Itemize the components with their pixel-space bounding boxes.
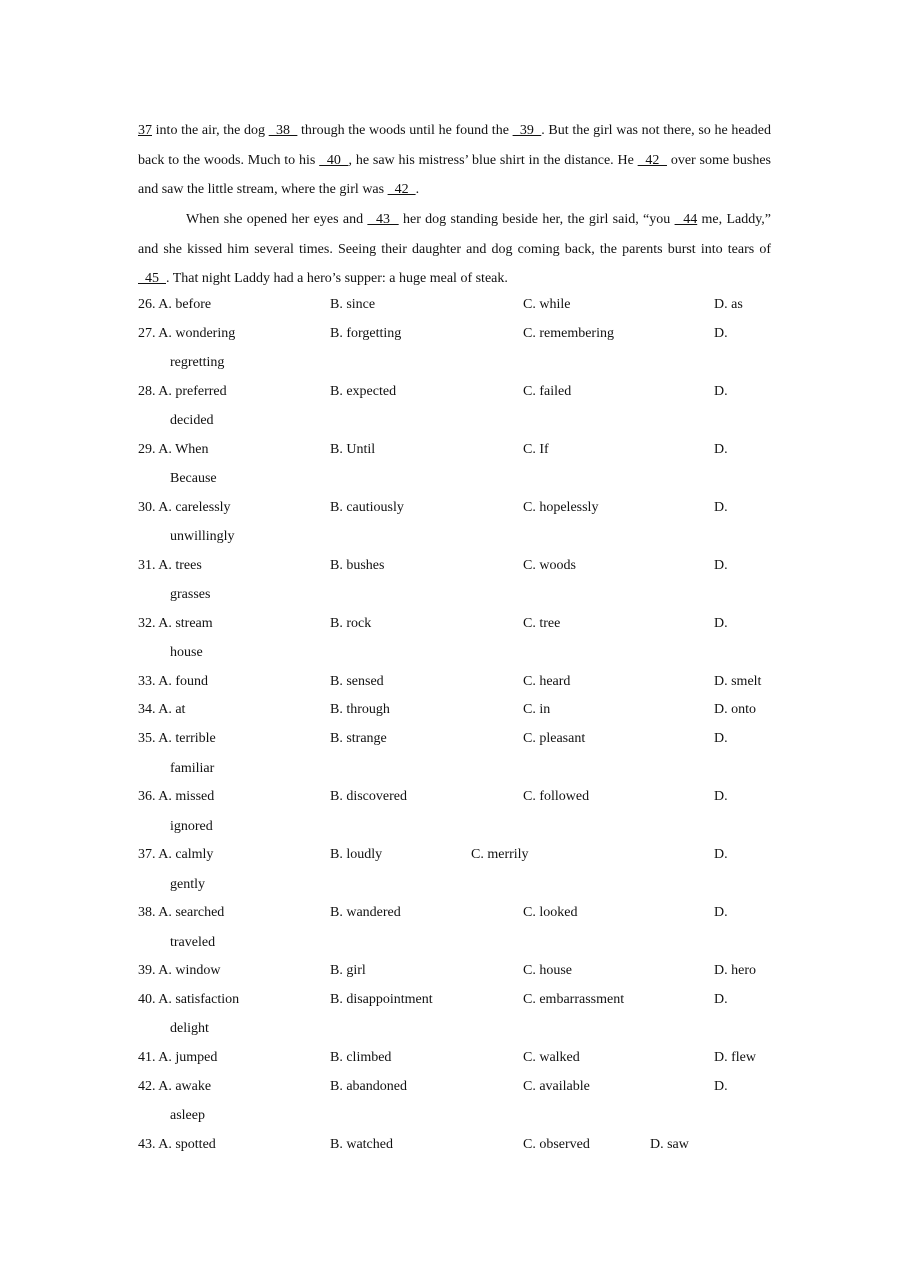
option-d: D.	[714, 905, 728, 921]
option-a: 35. A. terrible	[138, 731, 216, 747]
option-d: D.	[714, 383, 728, 399]
option-d: D. onto	[714, 702, 756, 718]
question-row	[138, 674, 778, 703]
option-a: 40. A. satisfaction	[138, 991, 240, 1007]
option-c: C. in	[523, 702, 551, 718]
question-row	[138, 1137, 778, 1166]
option-d: D. saw	[650, 1136, 689, 1152]
option-b: B. rock	[330, 615, 372, 631]
blank-number: 44	[674, 212, 698, 227]
option-c: C. house	[523, 963, 572, 979]
passage-text: When she opened her eyes and	[186, 212, 368, 227]
question-row	[138, 500, 778, 529]
question-row	[138, 442, 778, 471]
option-c: C. woods	[523, 557, 576, 573]
option-d: D. smelt	[714, 673, 762, 689]
blank-number: 38	[268, 123, 298, 138]
option-d: D. flew	[714, 1049, 756, 1065]
option-b: B. since	[330, 297, 376, 312]
passage-text: , he saw his mistress’ blue shirt in the distance. He	[348, 152, 638, 168]
question-row	[138, 558, 778, 587]
option-b: B. wandered	[330, 905, 401, 921]
option-b: B. strange	[330, 731, 387, 747]
option-c: C. while	[523, 297, 571, 312]
blank-number: 40	[319, 152, 349, 168]
option-d-continued: house	[170, 645, 203, 661]
option-a: 39. A. window	[138, 963, 221, 979]
blank-number: 37	[138, 123, 152, 138]
passage-text: over some bushes and saw the little stream, where the girl was	[138, 152, 772, 197]
option-b: B. Until	[330, 441, 376, 457]
option-b: B. bushes	[330, 557, 385, 573]
blank-number: 42	[637, 152, 667, 168]
option-b: B. watched	[330, 1136, 393, 1152]
option-a: 37. A. calmly	[138, 847, 214, 863]
question-row	[138, 297, 778, 326]
option-d: D.	[714, 615, 728, 631]
option-a: 34. A. at	[138, 702, 186, 718]
option-d-continued: grasses	[170, 587, 211, 603]
passage-text: .	[415, 182, 420, 197]
option-c: C. walked	[523, 1049, 580, 1065]
question-row	[138, 963, 778, 992]
option-d-continued: decided	[170, 413, 214, 429]
question-row	[138, 731, 778, 760]
option-d-continued: delight	[170, 1021, 209, 1037]
option-c: C. remembering	[523, 325, 614, 341]
option-b: B. through	[330, 702, 390, 718]
option-d: D.	[714, 499, 728, 515]
option-d: D.	[714, 441, 728, 457]
blank-number: 43	[367, 212, 399, 227]
blank-number: 42	[387, 182, 416, 197]
question-row	[138, 616, 778, 645]
option-c: C. available	[523, 1078, 590, 1094]
option-c: C. merrily	[471, 847, 529, 863]
option-b: B. abandoned	[330, 1078, 407, 1094]
option-d: D. as	[714, 297, 743, 312]
question-row	[138, 992, 778, 1021]
passage-paragraph-2	[138, 205, 771, 294]
passage-text: . That night Laddy had a hero’s supper: a huge meal of steak.	[166, 271, 508, 286]
option-b: B. girl	[330, 963, 366, 979]
passage-text: into the air, the dog	[152, 123, 269, 138]
option-d: D. hero	[714, 963, 756, 979]
option-a: 32. A. stream	[138, 615, 213, 631]
option-b: B. expected	[330, 383, 397, 399]
option-d: D.	[714, 1078, 728, 1094]
question-row	[138, 702, 778, 731]
option-c: C. failed	[523, 383, 572, 399]
option-b: B. cautiously	[330, 499, 404, 515]
option-c: C. pleasant	[523, 731, 586, 747]
option-c: C. observed	[523, 1136, 590, 1152]
option-b: B. forgetting	[330, 325, 402, 341]
option-c: C. If	[523, 441, 549, 457]
option-d-continued: traveled	[170, 934, 216, 950]
option-a: 43. A. spotted	[138, 1136, 216, 1152]
question-row	[138, 789, 778, 818]
option-c: C. tree	[523, 615, 561, 631]
option-b: B. climbed	[330, 1049, 392, 1065]
option-d-continued: asleep	[170, 1108, 205, 1123]
option-d: D.	[714, 991, 728, 1007]
option-c: C. followed	[523, 789, 590, 805]
passage-text: her dog standing beside her, the girl said, “you	[398, 212, 675, 227]
option-b: B. discovered	[330, 789, 407, 805]
option-d: D.	[714, 789, 728, 805]
option-a: 31. A. trees	[138, 557, 202, 573]
option-a: 27. A. wondering	[138, 325, 236, 341]
question-row	[138, 326, 778, 355]
option-b: B. loudly	[330, 847, 383, 863]
option-d: D.	[714, 557, 728, 573]
option-a: 42. A. awake	[138, 1078, 212, 1094]
option-d-continued: ignored	[170, 818, 213, 834]
option-c: C. looked	[523, 905, 578, 921]
option-a: 41. A. jumped	[138, 1049, 218, 1065]
option-d-continued: regretting	[170, 355, 225, 371]
blank-number: 45	[138, 271, 166, 286]
option-d: D.	[714, 325, 728, 341]
option-a: 30. A. carelessly	[138, 499, 231, 515]
option-d-continued: familiar	[170, 760, 215, 776]
passage-text: through the woods until he found the	[297, 123, 513, 138]
option-a: 36. A. missed	[138, 789, 215, 805]
option-a: 26. A. before	[138, 297, 212, 312]
passage-paragraph-1	[138, 116, 771, 205]
option-c: C. heard	[523, 673, 571, 689]
option-a: 33. A. found	[138, 673, 208, 689]
option-b: B. disappointment	[330, 991, 433, 1007]
question-row	[138, 1050, 778, 1079]
question-row	[138, 905, 778, 934]
option-b: B. sensed	[330, 673, 384, 689]
question-row	[138, 1079, 778, 1108]
option-c: C. hopelessly	[523, 499, 599, 515]
option-d-continued: Because	[170, 471, 217, 487]
option-d-continued: gently	[170, 876, 205, 892]
option-d-continued: unwillingly	[170, 529, 235, 545]
blank-number: 39	[512, 123, 542, 138]
option-a: 28. A. preferred	[138, 383, 227, 399]
question-row	[138, 384, 778, 413]
option-a: 38. A. searched	[138, 905, 225, 921]
option-a: 29. A. When	[138, 441, 209, 457]
option-c: C. embarrassment	[523, 991, 625, 1007]
option-d: D.	[714, 731, 728, 747]
question-row	[138, 847, 778, 876]
option-d: D.	[714, 847, 728, 863]
passage-text: me, Laddy,” and she kissed him several times. Seeing their daughter and dog coming back, the parents burst into tears of	[138, 212, 772, 257]
passage-text: . But the girl was not there, so he headed back to the woods. Much to his	[138, 123, 771, 168]
